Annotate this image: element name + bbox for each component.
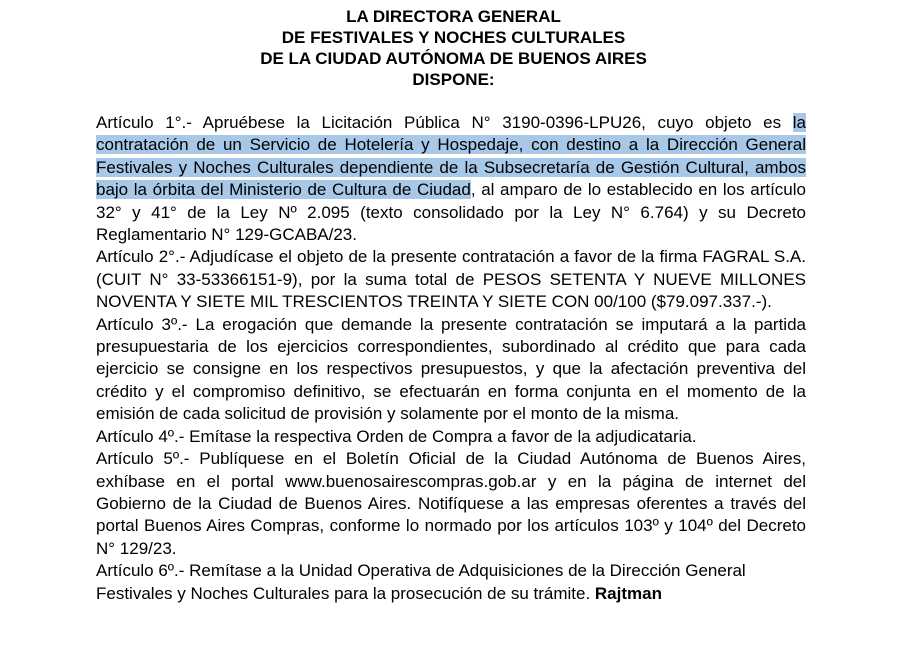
article-3[interactable]: Artículo 3º.- La erogación que demande la presente contratación se imputará a la partida presupuestaria de los ejercicios correspondientes, subordinado al crédito que para cada ejercicio se consigne en los respectivos presupuestos, y que la afectación preventiva del crédito y el compromiso definitivo, se efectuarán en forma conjunta en el momento de la emisión de cada solicitud de provisión y solamente por el monto de la misma. — [96, 314, 806, 424]
signature-name[interactable]: Rajtman — [594, 583, 662, 603]
article-1-text-after[interactable]: , al amparo de lo establecido en los artículo 32° y 41° de la Ley Nº 2.095 (texto consolidado por la Ley N° 6.764) y su Decreto Reglamentario N° 129-GCABA/23. — [96, 180, 806, 245]
heading-line-2: DE FESTIVALES Y NOCHES CULTURALES — [281, 28, 626, 47]
selected-text-highlight[interactable]: la contratación de un Servicio de Hotelería y Hospedaje, con destino a la Dirección General Festivales y Noches Culturales dependiente de la Subsecretaría de Gestión Cultural, ambos bajo la órbita del Ministerio de Cultura de Ciudad — [96, 113, 806, 200]
heading-line-3: DE LA CIUDAD AUTÓNOMA DE BUENOS AIRES — [260, 49, 647, 68]
article-1[interactable] — [96, 112, 806, 246]
article-4[interactable]: Artículo 4º.- Emítase la respectiva Orden de Compra a favor de la adjudicataria. — [96, 426, 697, 446]
article-5[interactable]: Artículo 5º.- Publíquese en el Boletín Oficial de la Ciudad Autónoma de Buenos Aires, exhíbase en el portal www.buenosairescompras.gob.ar y en la página de internet del Gobierno de la Ciudad de Buenos Aires. Notifíquese a las empresas oferentes a través del portal Buenos Aires Compras, conforme lo normado por los artículos 103º y 104º del Decreto N° 129/23. — [96, 449, 806, 558]
document-heading — [0, 6, 907, 90]
heading-line-4: DISPONE: — [412, 70, 495, 89]
article-1-text-before[interactable]: Artículo 1°.- Apruébese la Licitación Pública N° 3190-0396-LPU26, cuyo objeto es — [96, 113, 793, 132]
document-body — [96, 112, 806, 605]
article-6-text[interactable]: Artículo 6º.- Remítase a la Unidad Operativa de Adquisiciones de la Dirección General Festivales y Noches Culturales para la prosecución de su trámite. — [96, 561, 746, 603]
article-6[interactable] — [96, 560, 806, 605]
article-2[interactable]: Artículo 2°.- Adjudícase el objeto de la presente contratación a favor de la firma FAGRAL S.A. (CUIT N° 33-53366151-9), por la suma total de PESOS SETENTA Y NUEVE MILLONES NOVENTA Y SIETE MIL TRESCIENTOS TREINTA Y SIETE CON 00/100 ($79.097.337.-). — [96, 247, 806, 312]
heading-line-1: LA DIRECTORA GENERAL — [346, 7, 561, 26]
